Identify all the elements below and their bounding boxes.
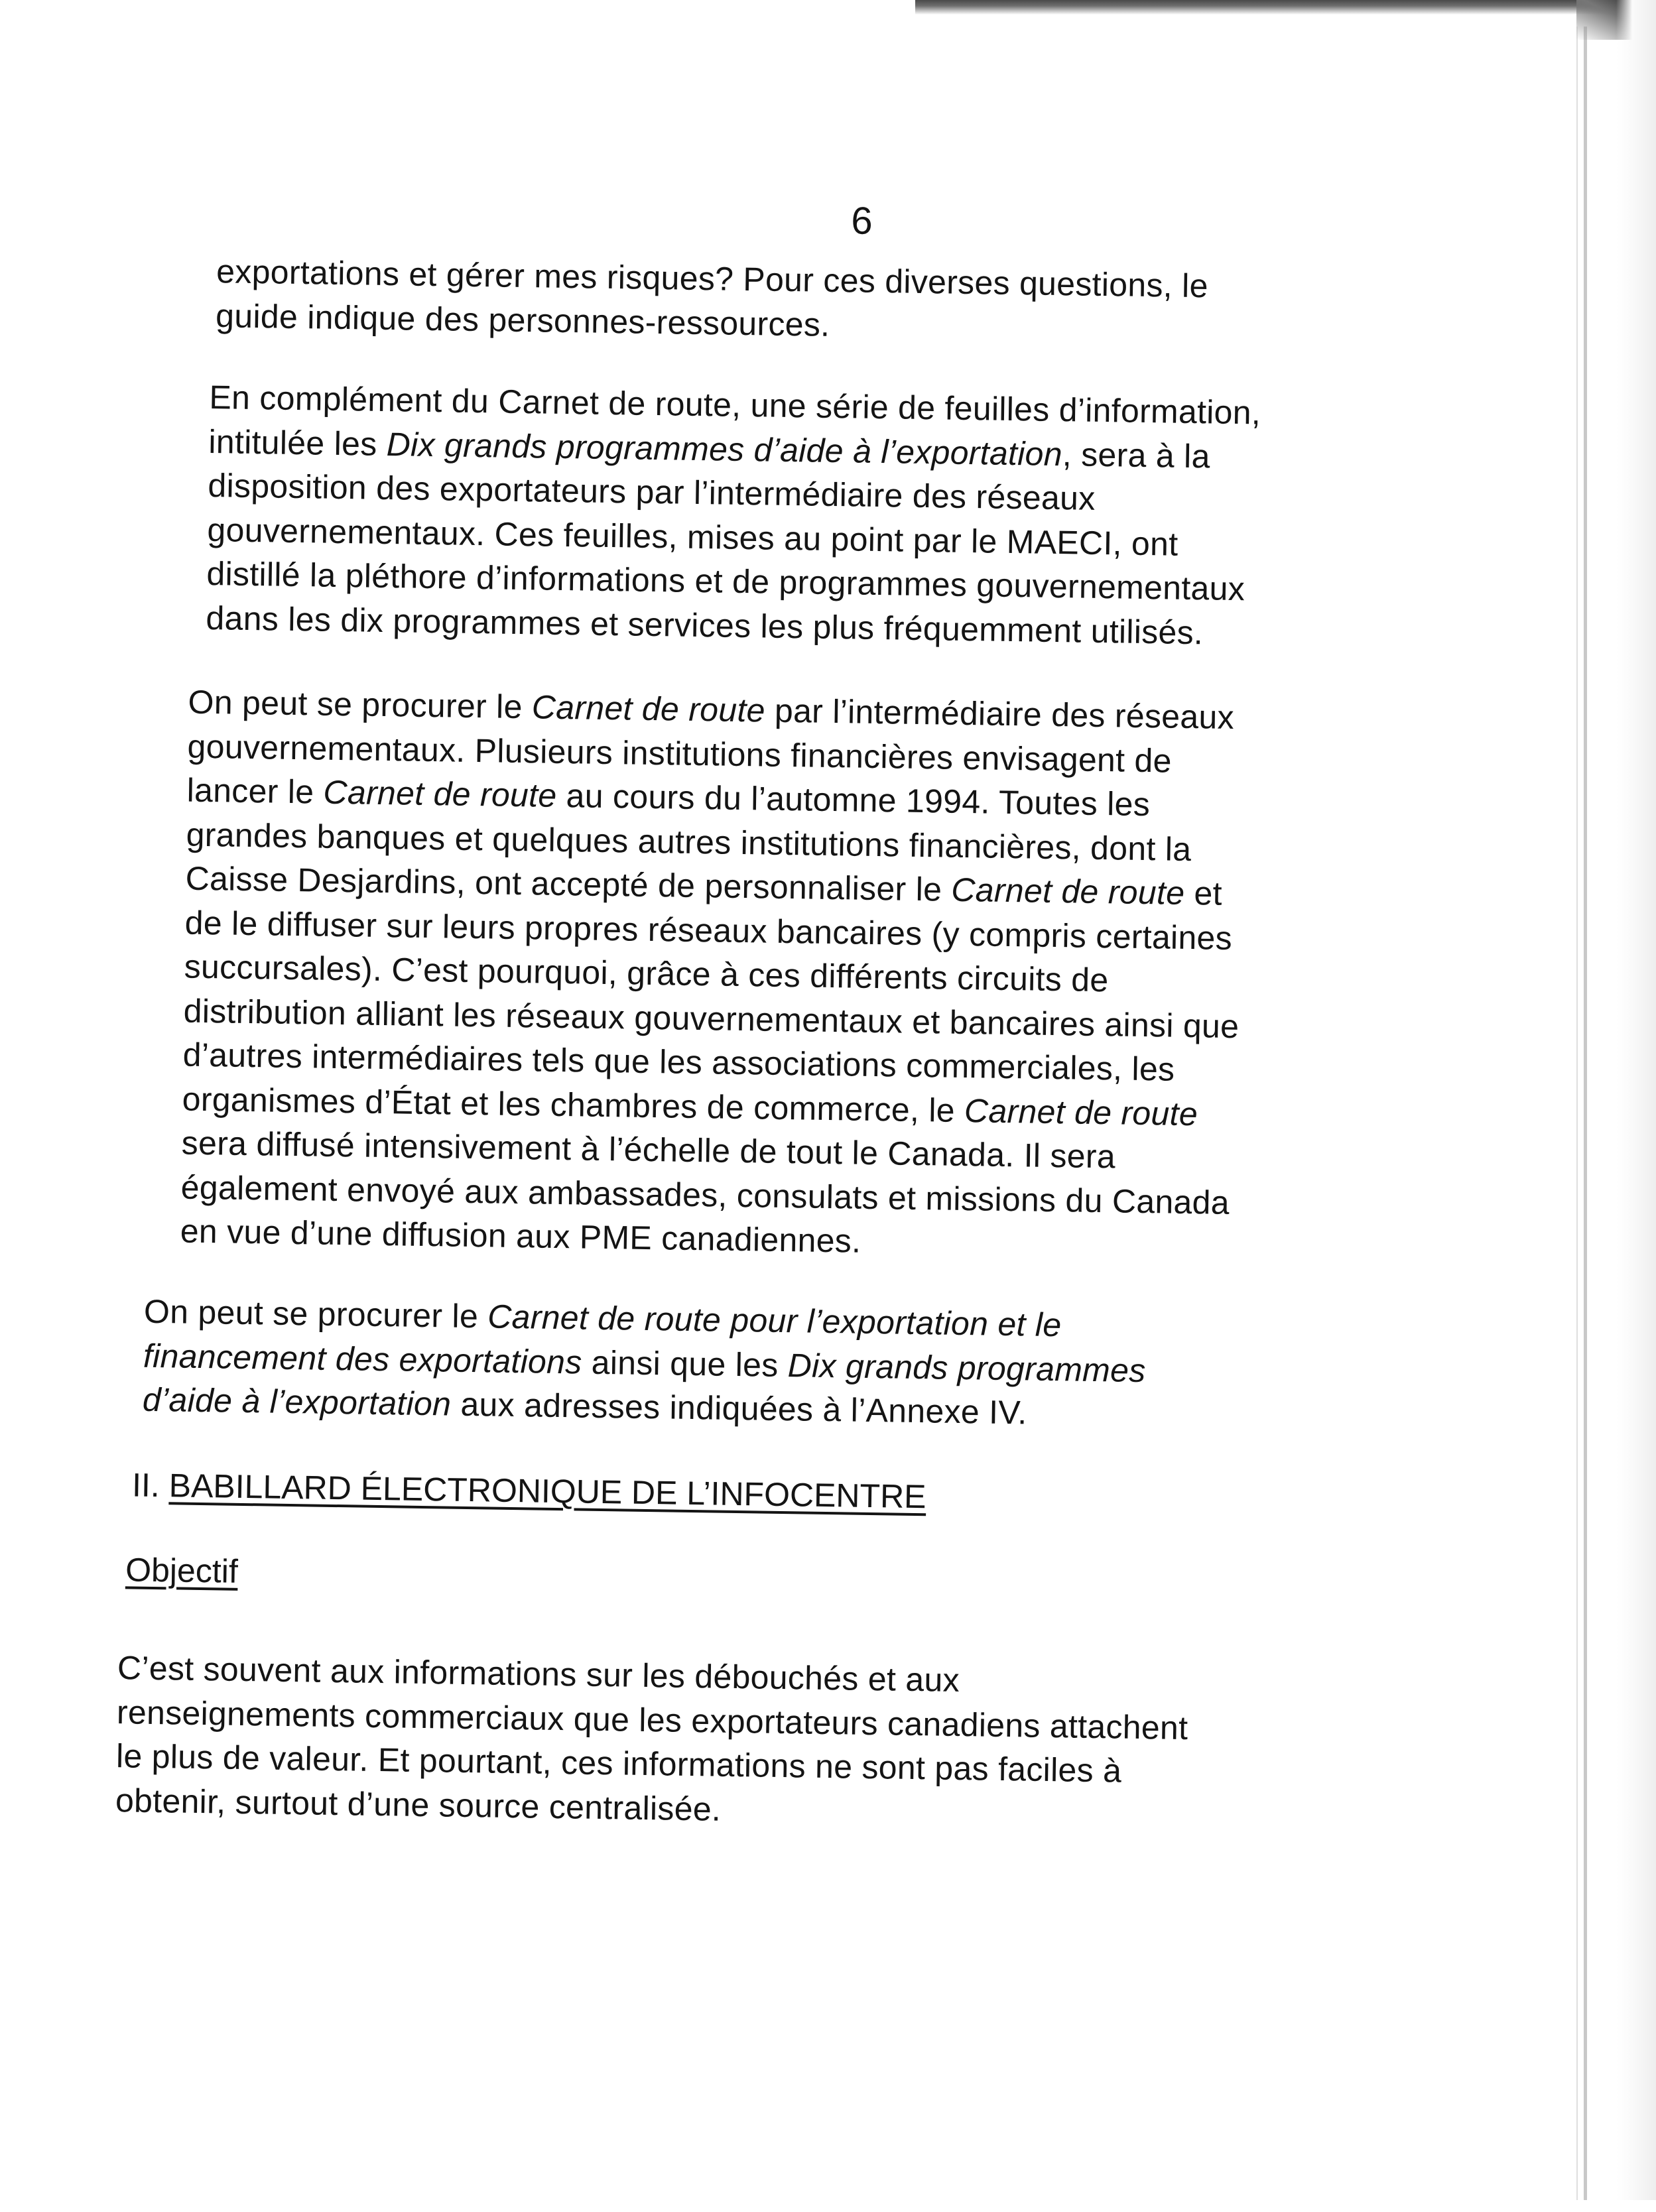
page-number: 6 [850, 199, 873, 243]
italic-title: d’aide à l’exportation [142, 1381, 452, 1423]
text-line: succursales). C’est pourquoi, grâce à ces différents circuits de [184, 948, 1109, 999]
text-line: distribution alliant les réseaux gouvernementaux et bancaires ainsi que [183, 992, 1240, 1045]
text-line-part: ainsi que les [582, 1343, 789, 1384]
section-number: II. [131, 1466, 160, 1505]
paragraph-2 [206, 375, 1261, 655]
italic-title: Carnet de route pour l’exportation et le [487, 1298, 1062, 1344]
italic-title: Dix grands programmes [787, 1346, 1146, 1389]
text-line-part: Caisse Desjardins, ont accepté de personnaliser le [185, 859, 952, 908]
text-line: dans les dix programmes et services les plus fréquemment utilisés. [206, 599, 1204, 651]
text-line: disposition des exportateurs par l’intermédiaire des réseaux [208, 467, 1096, 517]
text-line: guide indique des personnes-ressources. [215, 296, 830, 343]
text-line: sera diffusé intensivement à l’échelle de tout le Canada. Il sera [181, 1124, 1116, 1176]
text-line-part: aux adresses indiquées à l’Annexe IV. [450, 1385, 1028, 1432]
text-line-part: organismes d’État et les chambres de commerce, le [182, 1080, 965, 1129]
text-line: d’autres intermédiaires tels que les associations commerciales, les [182, 1036, 1175, 1088]
paragraph-3 [180, 680, 1243, 1269]
text-line: gouvernementaux. Plusieurs institutions financières envisagent de [187, 727, 1173, 780]
italic-title: Carnet de route [964, 1091, 1198, 1133]
text-line-part: On peut se procurer le [188, 683, 533, 726]
text-line-part: lancer le [186, 771, 324, 811]
text-line: renseignements commerciaux que les exportateurs canadiens attachent [116, 1693, 1188, 1747]
text-line: En complément du Carnet de route, une série de feuilles d’information, [209, 379, 1261, 432]
text-line: de le diffuser sur leurs propres réseaux bancaires (y compris certaines [184, 904, 1233, 957]
subheading-text: Objectif [125, 1551, 239, 1590]
text-line: distillé la pléthore d’informations et de programmes gouvernementaux [206, 554, 1245, 608]
text-line: le plus de valeur. Et pourtant, ces informations ne sont pas faciles à [115, 1737, 1122, 1790]
paragraph-1 [216, 249, 1208, 352]
italic-title: financement des exportations [143, 1337, 582, 1381]
text-line: C’est souvent aux informations sur les débouchés et aux [117, 1649, 960, 1699]
text-line: en vue d’une diffusion aux PME canadiennes. [180, 1212, 861, 1260]
paragraph-4 [143, 1290, 1147, 1437]
text-line-part: intitulée les [208, 422, 387, 463]
text-line-part: On peut se procurer le [143, 1292, 488, 1335]
text-line: gouvernementaux. Ces feuilles, mises au point par le MAECI, ont [207, 511, 1178, 563]
text-line: également envoyé aux ambassades, consulats et missions du Canada [180, 1168, 1230, 1221]
paragraph-5 [115, 1646, 1189, 1838]
text-line: grandes banques et quelques autres institutions financières, dont la [186, 816, 1192, 868]
text-line-part: , sera à la [1062, 435, 1211, 475]
subheading [125, 1548, 238, 1593]
text-line: exportations et gérer mes risques? Pour ces diverses questions, le [216, 253, 1209, 305]
text-line-part: et [1184, 874, 1223, 912]
italic-title: Carnet de route [531, 688, 766, 729]
section-title: BABILLARD ÉLECTRONIQUE DE L’INFOCENTRE [168, 1467, 926, 1516]
text-line-part: au cours du l’automne 1994. Toutes les [556, 776, 1151, 824]
italic-title: Carnet de route [950, 871, 1185, 912]
italic-title: Carnet de route [323, 773, 557, 814]
section-heading [132, 1463, 926, 1518]
text-line: obtenir, surtout d’une source centralisée. [115, 1781, 722, 1828]
text-line-part: par l’intermédiaire des réseaux [765, 692, 1235, 736]
italic-title: Dix grands programmes d’aide à l’exportation [386, 425, 1063, 473]
